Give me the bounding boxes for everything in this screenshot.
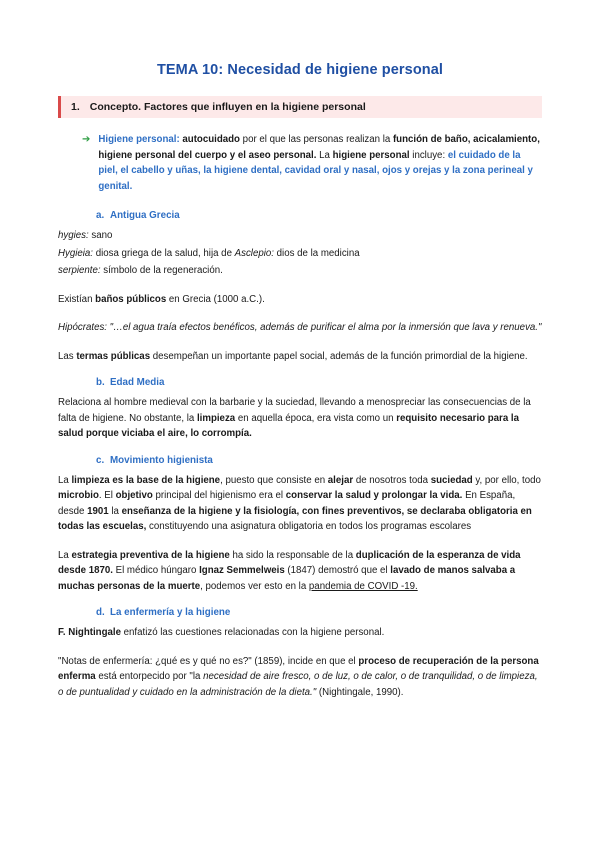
text-run: "Notas de enfermería: ¿qué es y qué no es?" (1859), incide en que el — [58, 655, 359, 667]
text-run: (1847) demostró que el — [284, 565, 391, 576]
subsection-heading — [58, 210, 542, 221]
subsection-letter: a. — [96, 210, 105, 221]
text-run: en Grecia (1000 a.C.). — [166, 293, 265, 305]
text-run: , puesto que consiste en — [220, 474, 328, 486]
text-run: constituyendo una asignatura obligatoria en todos los programas escolares — [146, 521, 472, 532]
text-run: enseñanza de la higiene y la fisiología, con fines preventivos, se declaraba obligatoria en todas las escuelas, — [58, 505, 532, 532]
text-run: estrategia preventiva de la higiene — [71, 549, 230, 561]
paragraph-edadmedia — [58, 395, 542, 442]
text-run: La — [58, 549, 72, 561]
text-run: de nosotros toda — [353, 474, 431, 486]
text-run: pandemia de COVID -19. — [308, 580, 418, 592]
text-run: . El — [98, 490, 116, 501]
text-run: suciedad — [430, 474, 473, 486]
paragraph-nightingale1 — [58, 625, 542, 641]
intro-t3: La — [316, 149, 333, 161]
text-run: proceso de recuperación de la persona enferma — [58, 655, 539, 682]
intro-b1: autocuidado — [182, 134, 240, 145]
subsection-heading — [58, 377, 542, 388]
text-run: El médico húngaro — [112, 565, 200, 576]
text-run: principal del higienismo era el — [152, 490, 286, 501]
text-run: Asclepio: — [234, 247, 274, 259]
text-run: la — [108, 505, 122, 517]
text-run: en aquella época, era vista como un — [235, 412, 397, 424]
intro-bullet — [58, 132, 542, 194]
section-heading — [58, 96, 542, 118]
intro-b3: higiene personal — [332, 149, 410, 161]
subsection-title: Edad Media — [110, 377, 165, 388]
text-run: diosa griega de la salud, hija de — [95, 247, 235, 259]
text-run: serpiente: — [58, 265, 104, 276]
text-run: termas públicas — [76, 350, 151, 362]
text-run: hygies: — [58, 230, 92, 241]
subsection-title: Movimiento higienista — [110, 454, 213, 466]
intro-bullet-text — [98, 132, 542, 194]
intro-b4: el cuidado de la piel, el cabello y uñas, la higiene dental, cavidad oral y nasal, ojos y orejas y la zona perineal y genital. — [98, 149, 533, 192]
text-run: está entorpecido por "la — [95, 671, 204, 682]
text-run: Hipócrates: "…el agua traía efectos benéficos, además de purificar el alma por la inmersión que lava y renueva." — [58, 322, 542, 333]
text-run: sano — [91, 230, 113, 241]
text-run: 1901 — [87, 505, 109, 517]
text-run: dios de la medicina — [273, 247, 360, 259]
text-run: símbolo de la regeneración. — [103, 265, 223, 276]
text-run: En España, desde — [58, 490, 516, 517]
paragraph-serpiente — [58, 263, 542, 279]
text-run: Ignaz Semmelweis — [199, 565, 285, 576]
text-run: limpieza es la base de la higiene — [71, 474, 221, 486]
subsection-heading — [58, 607, 542, 618]
subsection-letter: b. — [96, 377, 105, 388]
section-number: 1. — [71, 101, 80, 113]
subsection-list — [58, 210, 542, 700]
text-run: enfatizó las cuestiones relacionadas con la higiene personal. — [120, 627, 385, 638]
text-run: Existían — [58, 293, 96, 305]
subsection-heading — [58, 455, 542, 466]
text-run: , podemos ver esto en la — [200, 580, 309, 592]
text-run: y, por ello, todo — [472, 474, 541, 486]
text-run: conservar la salud y prolongar la vida. — [285, 490, 463, 501]
text-run: duplicación de la esperanza de vida desde 1870. — [58, 549, 521, 576]
paragraph-higienista1 — [58, 473, 542, 535]
text-run: Hygieia: — [58, 247, 96, 259]
subsection-letter: d. — [96, 607, 105, 618]
intro-t2: por el que las personas realizan la — [239, 134, 393, 145]
text-run: Las — [58, 350, 77, 362]
page-title: TEMA 10: Necesidad de higiene personal — [156, 62, 444, 78]
text-run: objetivo — [115, 490, 153, 501]
intro-lead: Higiene personal: — [98, 134, 180, 145]
text-run: F. Nightingale — [58, 627, 121, 638]
text-run: ha sido la responsable de la — [229, 549, 356, 561]
paragraph-nightingale2 — [58, 654, 542, 701]
text-run: requisito necesario para la salud porque viciaba el aire, lo corrompía. — [58, 412, 519, 439]
text-run: lavado de manos salvaba a muchas personas de la muerte — [58, 565, 516, 592]
paragraph-higienista2 — [58, 548, 542, 595]
paragraph-banos — [58, 292, 542, 308]
paragraph-hipocrates — [58, 320, 542, 336]
text-run: microbio — [58, 490, 99, 501]
text-run: Relaciona al hombre medieval con la barbarie y la suciedad, llevando a menospreciar las consecuencias de la falta de higiene. No obstante, la — [58, 397, 531, 424]
text-run: La — [58, 474, 72, 486]
arrow-right-icon: ➔ — [82, 134, 91, 145]
section-label: Concepto. Factores que influyen en la higiene personal — [89, 101, 366, 113]
text-run: desempeñan un importante papel social, además de la función primordial de la higiene. — [150, 350, 528, 362]
text-run: alejar — [327, 474, 354, 486]
intro-t4: incluye: — [409, 149, 448, 161]
subsection-title: Antigua Grecia — [110, 210, 180, 221]
text-run: limpieza — [196, 412, 236, 424]
intro-b2: función de baño, acicalamiento, higiene personal del cuerpo y el aseo personal. — [98, 134, 540, 161]
paragraph-hygies — [58, 228, 542, 244]
subsection-title: La enfermería y la higiene — [110, 607, 231, 618]
paragraph-hygieia — [58, 246, 542, 262]
text-run: (Nightingale, 1990). — [316, 686, 404, 698]
paragraph-termas — [58, 349, 542, 365]
text-run: baños públicos — [95, 293, 167, 305]
subsection-letter: c. — [96, 454, 105, 466]
text-run: necesidad de aire fresco, o de luz, o de calor, o de tranquilidad, o de limpieza, o de puntualidad y cuidado en la administración de la dieta." — [58, 671, 538, 698]
